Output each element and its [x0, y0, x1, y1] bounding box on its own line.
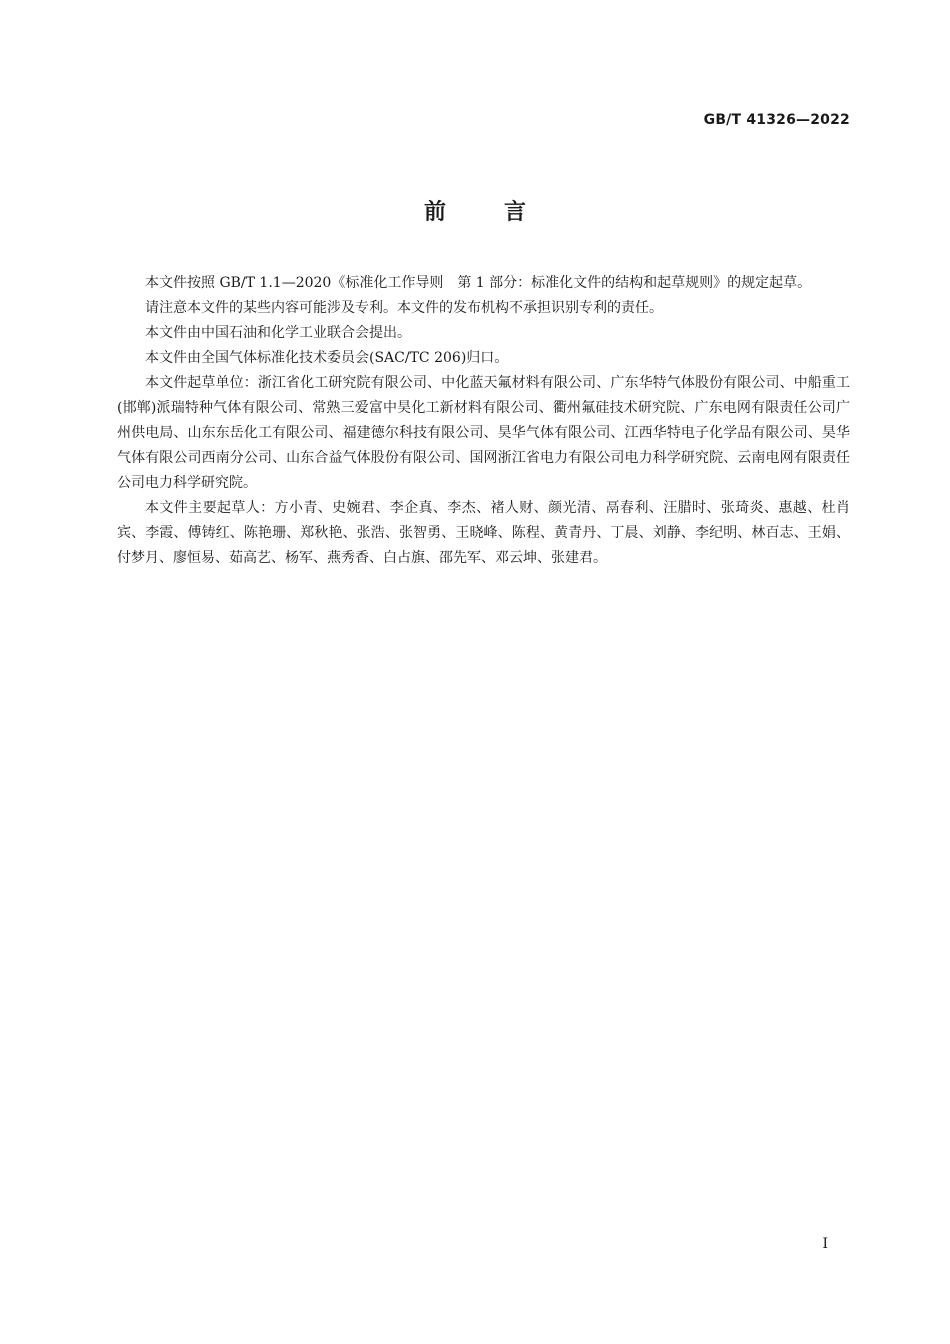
paragraph-proposer: 本文件由中国石油和化学工业联合会提出。 — [145, 325, 411, 341]
page-number: I — [822, 1236, 828, 1252]
page-title: 前言 — [423, 200, 584, 225]
foreword-body — [117, 271, 850, 571]
paragraph-drafters: 本文件主要起草人：方小青、史婉君、李企真、李杰、褚人财、颜光清、鬲春利、汪腊时、张琦炎、惠越、杜肖宾、李霞、傅铸红、陈艳珊、郑秋艳、张浩、张智勇、王晓峰、陈程、黄青丹、丁晨、刘静、李纪明、林百志、王娟、付梦月、廖恒易、茹高艺、杨军、燕秀香、白占旗、邵先军、邓云坤、张建君。 — [117, 500, 850, 566]
paragraph-committee: 本文件由全国气体标准化技术委员会(SAC/TC 206)归口。 — [145, 350, 509, 366]
paragraph-drafting-rules: 本文件按照 GB/T 1.1—2020《标准化工作导则 第 1 部分：标准化文件的结构和起草规则》的规定起草。 — [145, 275, 812, 291]
paragraph-patent-notice: 请注意本文件的某些内容可能涉及专利。本文件的发布机构不承担识别专利的责任。 — [145, 300, 663, 316]
paragraph-drafting-units: 本文件起草单位：浙江省化工研究院有限公司、中化蓝天氟材料有限公司、广东华特气体股份有限公司、中船重工(邯郸)派瑞特种气体有限公司、常熟三爱富中昊化工新材料有限公司、衢州氟硅技术研究院、广东电网有限责任公司广州供电局、山东东岳化工有限公司、福建德尔科技有限公司、昊华气体有限公司、江西华特电子化学品有限公司、昊华气体有限公司西南分公司、山东合益气体股份有限公司、国网浙江省电力有限公司电力科学研究院、云南电网有限责任公司电力科学研究院。 — [117, 375, 850, 491]
standard-number: GB/T 41326—2022 — [703, 112, 850, 128]
